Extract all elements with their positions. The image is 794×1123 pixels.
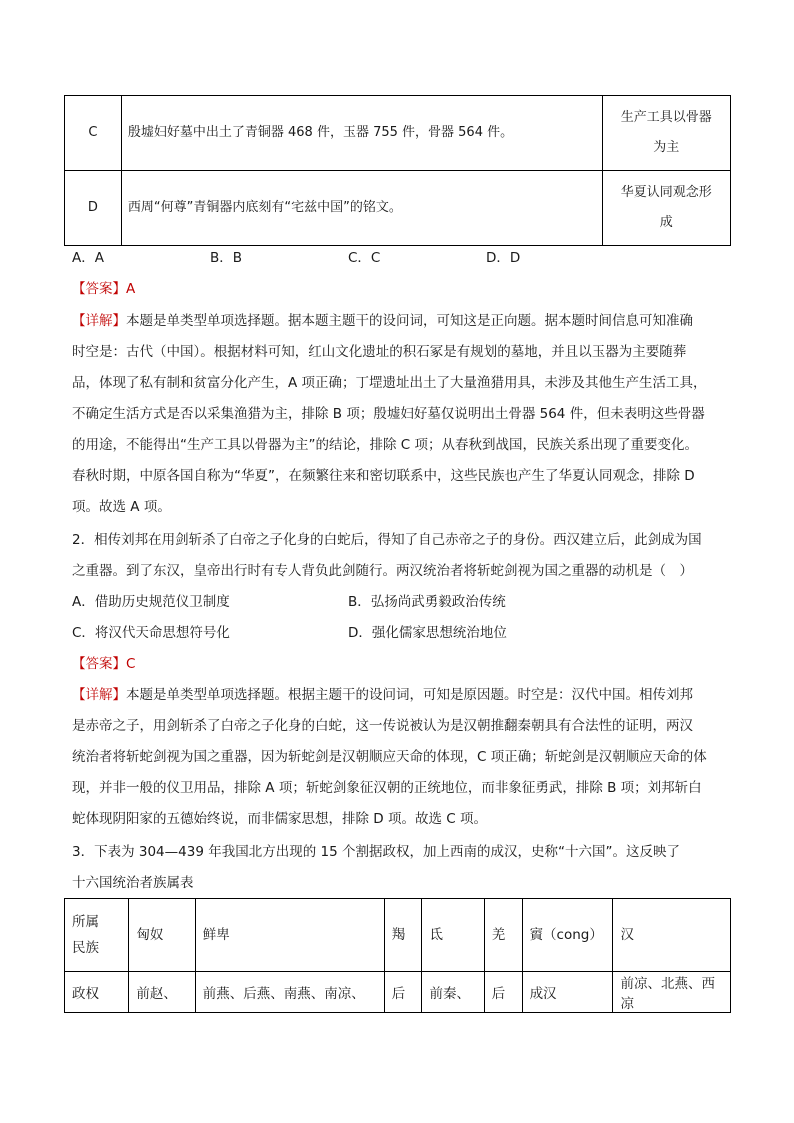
detail-line: 品，体现了私有制和贫富分化产生，A 项正确；丁堽遗址出土了大量渔猎用具，未涉及其他生产生活工具， xyxy=(72,375,707,391)
row-content: 西周“何尊”青铜器内底刻有“宅兹中国”的铭文。 xyxy=(121,171,602,246)
detail-line: 的用途，不能得出“生产工具以骨器为主”的结论，排除 C 项；从春秋到战国，民族关系出现了重要变化。 xyxy=(72,437,698,453)
header-cell: 鲜卑 xyxy=(195,899,384,972)
row-label: 政权 xyxy=(65,972,129,1013)
table-cell: 前秦、 xyxy=(422,972,484,1013)
option-c: C．将汉代天命思想符号化 xyxy=(72,625,230,641)
options-table xyxy=(64,95,731,246)
header-cell: 羌 xyxy=(484,899,522,972)
detail-line: 【详解】本题是单类型单项选择题。根据主题干的设问词，可知是原因题。时空是：汉代中国。相传刘邦 xyxy=(72,687,693,703)
row-conclusion: 华夏认同观念形 成 xyxy=(602,171,730,246)
header-cell: 氐 xyxy=(422,899,484,972)
row-conclusion: 生产工具以骨器 为主 xyxy=(602,96,730,171)
detail-line: 时空是：古代（中国）。根据材料可知，红山文化遗址的积石冢是有规划的墓地，并且以玉器为主要随葬 xyxy=(72,344,687,360)
answer-label: 【答案】C xyxy=(72,656,136,672)
detail-line: 现，并非一般的仪卫用品，排除 A 项；斩蛇剑象征汉朝的正统地位，而非象征勇武，排除 B 项；刘邦斩白 xyxy=(72,780,702,796)
table-row xyxy=(65,171,731,246)
table-row xyxy=(65,972,731,1013)
table-row xyxy=(65,96,731,171)
header-cell: 賨（cong） xyxy=(522,899,613,972)
option-b: B．B xyxy=(210,250,243,266)
row-letter: D xyxy=(65,171,122,246)
row-content: 殷墟妇好墓中出土了青铜器 468 件，玉器 755 件，骨器 564 件。 xyxy=(121,96,602,171)
detail-line: 是赤帝之子，用剑斩杀了白帝之子化身的白蛇，这一传说被认为是汉朝推翻秦朝具有合法性的证明，两汉 xyxy=(72,718,693,734)
table-cell: 前赵、 xyxy=(129,972,195,1013)
header-cell: 所属 民族 xyxy=(65,899,129,972)
option-c: C．C xyxy=(348,250,381,266)
table-cell: 成汉 xyxy=(522,972,613,1013)
header-cell: 匈奴 xyxy=(129,899,195,972)
detail-line: 统治者将斩蛇剑视为国之重器，因为斩蛇剑是汉朝顺应天命的体现，C 项正确；斩蛇剑是汉朝顺应天命的体 xyxy=(72,749,707,765)
question-stem: 之重器。到了东汉，皇帝出行时有专人背负此剑随行。两汉统治者将斩蛇剑视为国之重器的动机是（ ） xyxy=(72,563,693,579)
header-cell: 汉 xyxy=(613,899,731,972)
table-row xyxy=(65,899,731,972)
table-cell: 后 xyxy=(484,972,522,1013)
ethnic-table xyxy=(64,898,731,1013)
detail-line: 【详解】本题是单类型单项选择题。据本题主题干的设问词，可知这是正向题。据本题时间信息可知准确 xyxy=(72,313,693,329)
table-title: 十六国统治者族属表 xyxy=(72,875,194,891)
option-a: A．借助历史规范仪卫制度 xyxy=(72,594,230,610)
option-b: B．弘扬尚武勇毅政治传统 xyxy=(348,594,506,610)
detail-line: 蛇体现阴阳家的五德始终说，而非儒家思想，排除 D 项。故选 C 项。 xyxy=(72,811,487,827)
detail-line: 春秋时期，中原各国自称为“华夏”，在频繁往来和密切联系中，这些民族也产生了华夏认同观念，排除 D xyxy=(72,468,695,484)
option-a: A．A xyxy=(72,250,104,266)
question-stem: 2．相传刘邦在用剑斩杀了白帝之子化身的白蛇后，得知了自己赤帝之子的身份。西汉建立后，此剑成为国 xyxy=(72,532,702,548)
table-cell: 后 xyxy=(384,972,422,1013)
table-cell: 前燕、后燕、南燕、南凉、 xyxy=(195,972,384,1013)
header-cell: 羯 xyxy=(384,899,422,972)
detail-line: 不确定生活方式是否以采集渔猎为主，排除 B 项；殷墟妇好墓仅说明出土骨器 564 件，但未表明这些骨器 xyxy=(72,406,705,422)
detail-line: 项。故选 A 项。 xyxy=(72,499,171,515)
question-stem: 3．下表为 304—439 年我国北方出现的 15 个割据政权，加上西南的成汉，史称“十六国”。这反映了 xyxy=(72,844,680,860)
row-letter: C xyxy=(65,96,122,171)
table-cell: 前凉、北燕、西凉 xyxy=(613,972,731,1013)
answer-label: 【答案】A xyxy=(72,281,136,297)
option-d: D．D xyxy=(486,250,521,266)
option-d: D．强化儒家思想统治地位 xyxy=(348,625,507,641)
